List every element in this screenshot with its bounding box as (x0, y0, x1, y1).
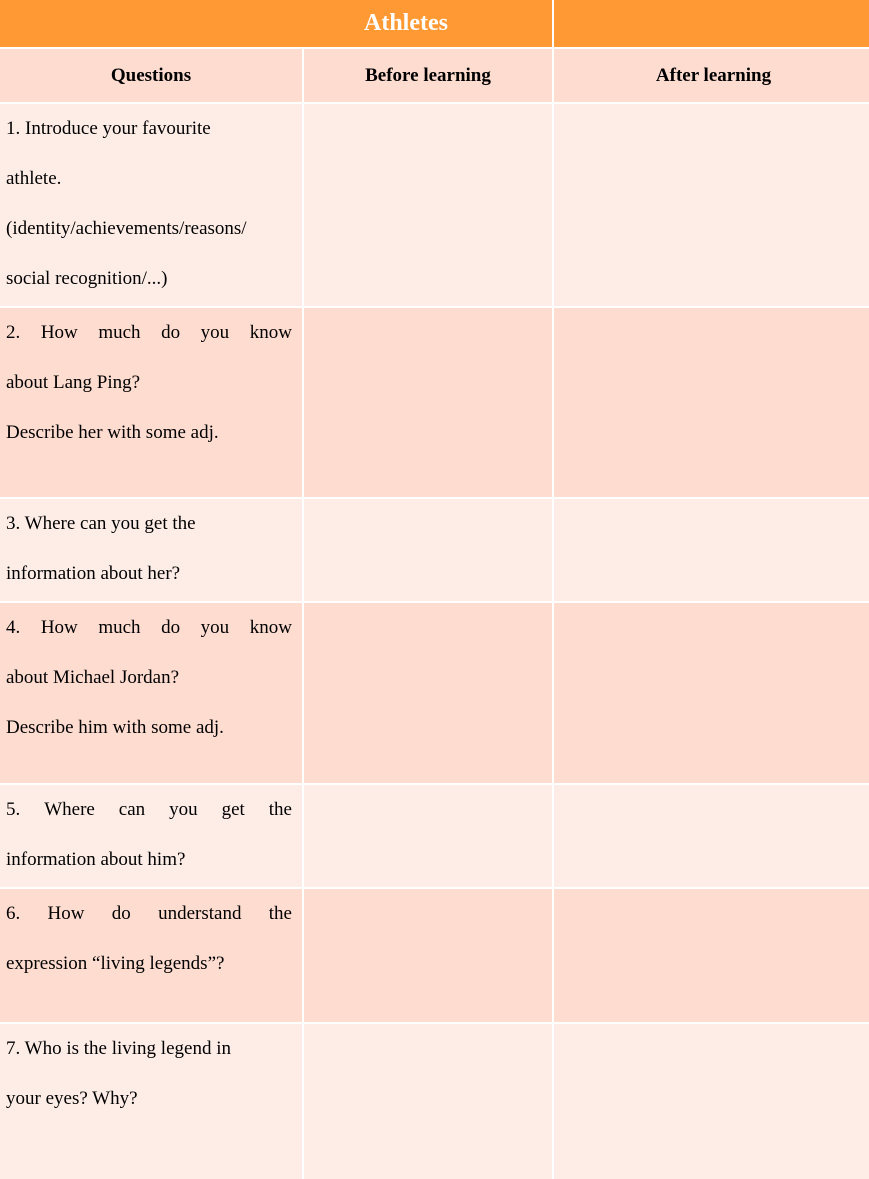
question-cell-5 (0, 785, 302, 887)
after-learning-cell-4[interactable] (554, 603, 869, 783)
table-title: Athletes (0, 0, 552, 47)
question-word: much (98, 322, 141, 343)
header-questions: Questions (0, 49, 302, 102)
question-line: information about him? (6, 849, 186, 870)
after-learning-cell-6[interactable] (554, 889, 869, 1022)
question-word: you (200, 322, 230, 343)
question-line: your eyes? Why? (6, 1088, 138, 1109)
question-word: know (249, 617, 292, 638)
question-word: 4. (6, 617, 21, 638)
question-word: much (98, 617, 141, 638)
question-word: get (221, 799, 245, 820)
before-learning-cell-5[interactable] (304, 785, 552, 887)
question-word: know (249, 322, 292, 343)
question-line-justified (6, 798, 292, 848)
question-line: Describe him with some adj. (6, 717, 224, 738)
question-word: the (268, 799, 292, 820)
question-line: about Lang Ping? (6, 372, 141, 393)
question-word: How (40, 617, 78, 638)
question-word: 2. (6, 322, 21, 343)
after-learning-cell-1[interactable] (554, 104, 869, 306)
header-before-learning: Before learning (304, 49, 552, 102)
question-line: athlete. (6, 168, 62, 189)
question-line: expression “living legends”? (6, 953, 225, 974)
question-word: you (200, 617, 230, 638)
question-line-justified (6, 321, 292, 371)
question-cell-1 (0, 104, 302, 306)
question-word: How (40, 322, 78, 343)
after-learning-cell-2[interactable] (554, 308, 869, 497)
question-cell-7 (0, 1024, 302, 1179)
question-word: Where (44, 799, 95, 820)
before-learning-cell-2[interactable] (304, 308, 552, 497)
question-line: Describe her with some adj. (6, 422, 219, 443)
after-learning-cell-3[interactable] (554, 499, 869, 601)
before-learning-cell-4[interactable] (304, 603, 552, 783)
title-bar-blank (554, 0, 869, 47)
question-word: 5. (6, 799, 21, 820)
question-line-justified (6, 902, 292, 952)
question-cell-4 (0, 603, 302, 783)
question-word: do (161, 617, 181, 638)
question-word: 6. (6, 903, 21, 924)
question-word: the (268, 903, 292, 924)
question-line: 3. Where can you get the (6, 513, 196, 534)
question-line: (identity/achievements/reasons/ (6, 218, 247, 239)
before-learning-cell-3[interactable] (304, 499, 552, 601)
before-learning-cell-1[interactable] (304, 104, 552, 306)
question-word: understand (158, 903, 242, 924)
question-cell-3 (0, 499, 302, 601)
before-learning-cell-6[interactable] (304, 889, 552, 1022)
question-cell-2 (0, 308, 302, 497)
after-learning-cell-5[interactable] (554, 785, 869, 887)
after-learning-cell-7[interactable] (554, 1024, 869, 1179)
question-word: How (47, 903, 85, 924)
question-line: 7. Who is the living legend in (6, 1038, 231, 1059)
question-cell-6 (0, 889, 302, 1022)
question-word: do (111, 903, 131, 924)
question-line: about Michael Jordan? (6, 667, 180, 688)
header-after-learning: After learning (554, 49, 869, 102)
question-word: you (169, 799, 198, 820)
question-line: 1. Introduce your favourite (6, 118, 211, 139)
question-word: do (161, 322, 181, 343)
before-learning-cell-7[interactable] (304, 1024, 552, 1179)
question-line: social recognition/...) (6, 268, 168, 289)
question-line-justified (6, 616, 292, 666)
question-word: can (118, 799, 146, 820)
question-line: information about her? (6, 563, 181, 584)
